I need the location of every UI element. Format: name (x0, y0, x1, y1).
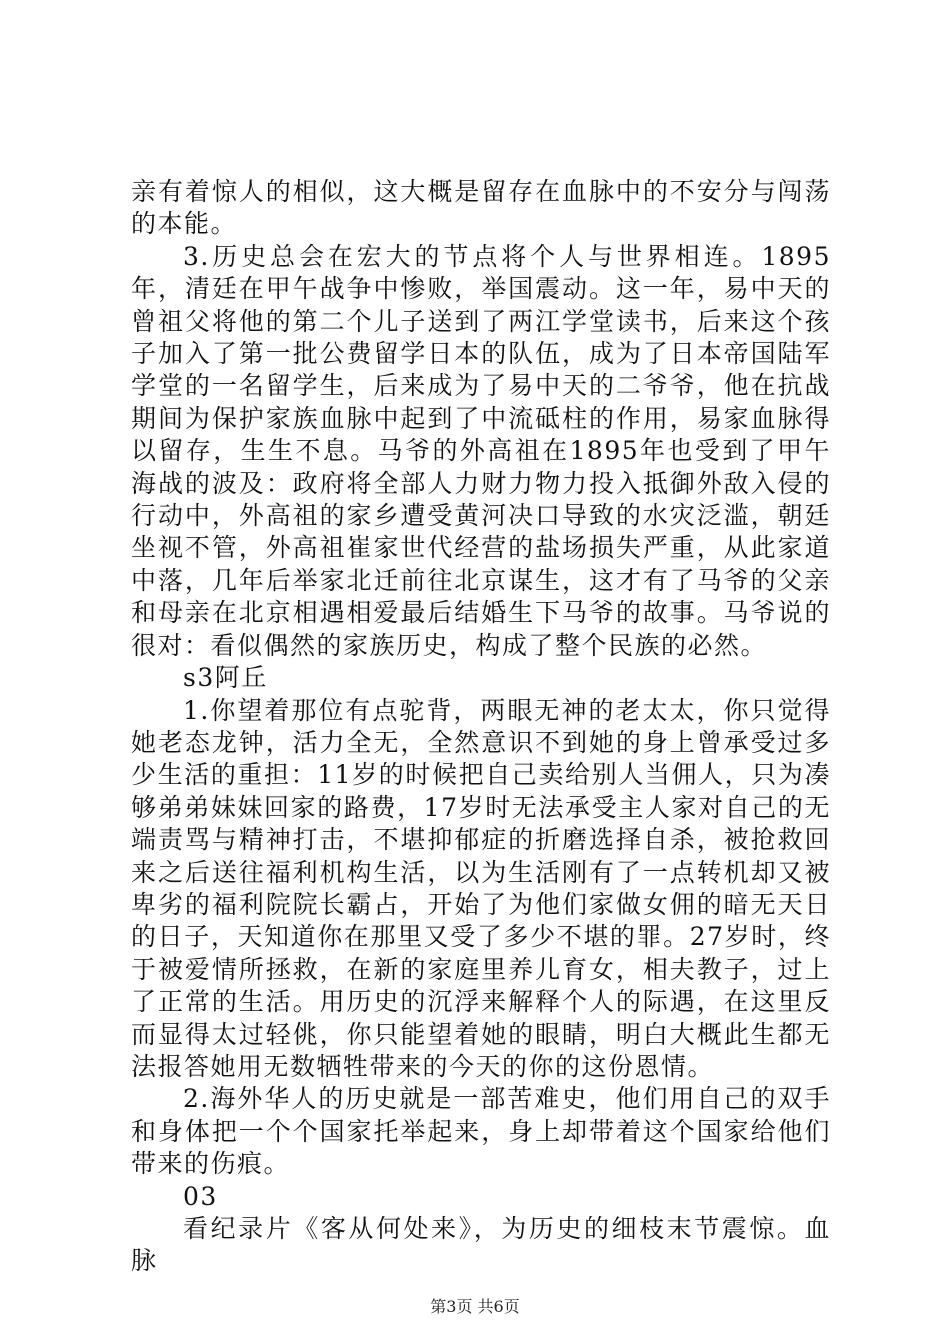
document-body (131, 176, 831, 1278)
paragraph-overseas-point-2: 2.海外华人的历史就是一部苦难史，他们用自己的双手和身体把一个个国家托举起来，身上却带着这个国家给他们带来的伤痕。 (131, 1084, 831, 1179)
section-heading-s3: s3阿丘 (183, 663, 268, 693)
paragraph-documentary: 看纪录片《客从何处来》，为历史的细枝末节震惊。血脉 (131, 1214, 831, 1276)
section-heading-03: 03 (183, 1181, 218, 1211)
paragraph-continued: 亲有着惊人的相似，这大概是留存在血脉中的不安分与闯荡的本能。 (131, 177, 831, 239)
paragraph-old-lady-point-1: 1.你望着那位有点驼背，两眼无神的老太太，你只觉得她老态龙钟，活力全无，全然意识不到她的身上曾承受过多少生活的重担：11岁的时候把自己卖给别人当佣人，只为凑够弟弟妹妹回家的路费，17岁时无法承受主人家对自己的无端责骂与精神打击，不堪抑郁症的折磨选择自杀，被抢救回来之后送往福利机构生活，以为生活刚有了一点转机却又被卑劣的福利院院长霸占，开始了为他们家做女佣的暗无天日的日子，天知道你在那里又受了多少不堪的罪。27岁时，终于被爱情所拯救，在新的家庭里养儿育女，相夫教子，过上了正常的生活。用历史的沉浮来解释个人的际遇，在这里反而显得太过轻佻，你只能望着她的眼睛，明白大概此生都无法报答她用无数牺牲带来的今天的你的这份恩情。 (131, 695, 831, 1081)
paragraph-history-point-3: 3.历史总会在宏大的节点将个人与世界相连。1895年，清廷在甲午战争中惨败，举国震动。这一年，易中天的曾祖父将他的第二个儿子送到了两江学堂读书，后来这个孩子加入了第一批公费留学日本的队伍，成为了日本帝国陆军学堂的一名留学生，后来成为了易中天的二爷爷，他在抗战期间为保护家族血脉中起到了中流砥柱的作用，易家血脉得以留存，生生不息。马爷的外高祖在1895年也受到了甲午海战的波及：政府将全部人力财力物力投入抵御外敌入侵的行动中，外高祖的家乡遭受黄河决口导致的水灾泛滥，朝廷坐视不管，外高祖崔家世代经营的盐场损失严重，从此家道中落，几年后举家北迁前往北京谋生，这才有了马爷的父亲和母亲在北京相遇相爱最后结婚生下马爷的故事。马爷说的很对：看似偶然的家族历史，构成了整个民族的必然。 (131, 241, 831, 660)
page-number-footer: 第3页 共6页 (430, 1297, 520, 1316)
